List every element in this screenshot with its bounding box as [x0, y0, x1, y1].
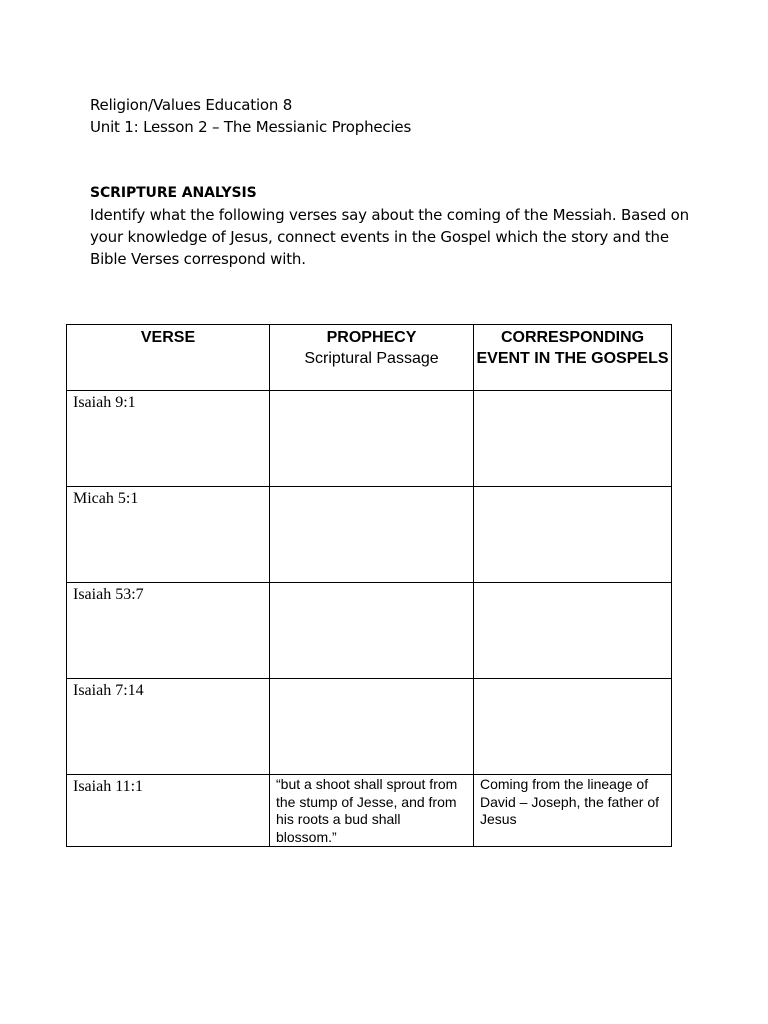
- prophecy-text: [270, 583, 473, 584]
- prophecy-text: [270, 487, 473, 488]
- verse-cell: [67, 679, 270, 775]
- prophecy-cell[interactable]: [270, 391, 474, 487]
- prophecy-cell[interactable]: [270, 583, 474, 679]
- verse-reference: Isaiah 53:7: [73, 586, 144, 603]
- document-header: [90, 94, 411, 138]
- column-title: CORRESPONDING EVENT IN THE GOSPELS: [476, 329, 669, 367]
- table-row: [67, 775, 672, 847]
- column-header-event: [474, 325, 672, 391]
- column-header-prophecy: [270, 325, 474, 391]
- event-text: [474, 679, 671, 680]
- table-row: [67, 487, 672, 583]
- column-header-verse: [67, 325, 270, 391]
- table-row: [67, 391, 672, 487]
- prophecy-text: [270, 391, 473, 392]
- verse-cell: [67, 583, 270, 679]
- table-header-row: [67, 325, 672, 391]
- event-text: Coming from the lineage of David – Joseph, the father of Jesus: [480, 776, 659, 827]
- event-cell[interactable]: [474, 775, 672, 847]
- event-cell[interactable]: [474, 391, 672, 487]
- event-text: [474, 487, 671, 488]
- prophecy-text: “but a shoot shall sprout from the stump of Jesse, and from his roots a bud shall blossom.”: [276, 776, 458, 845]
- verse-cell: [67, 487, 270, 583]
- verse-reference: Isaiah 9:1: [73, 394, 136, 411]
- prophecy-cell[interactable]: [270, 487, 474, 583]
- column-title: PROPHECY: [326, 329, 417, 346]
- event-text: [474, 583, 671, 584]
- section-heading: SCRIPTURE ANALYSIS: [90, 185, 257, 201]
- column-title: VERSE: [140, 329, 196, 346]
- event-cell[interactable]: [474, 487, 672, 583]
- verse-reference: Isaiah 11:1: [73, 778, 144, 795]
- scripture-analysis-section: [90, 182, 690, 270]
- table-row: [67, 583, 672, 679]
- table-row: [67, 679, 672, 775]
- prophecy-table: [66, 324, 672, 847]
- verse-reference: Isaiah 7:14: [73, 682, 144, 699]
- column-subtitle: Scriptural Passage: [304, 350, 439, 367]
- prophecy-text: [270, 679, 473, 680]
- event-cell[interactable]: [474, 583, 672, 679]
- event-text: [474, 391, 671, 392]
- verse-reference: Micah 5:1: [73, 490, 139, 507]
- verse-cell: [67, 775, 270, 847]
- section-instructions: Identify what the following verses say about the coming of the Messiah. Based on your knowledge of Jesus, connect events in the Gospel which the story and the Bible Verses correspond with.: [90, 206, 689, 268]
- verse-cell: [67, 391, 270, 487]
- prophecy-cell[interactable]: [270, 775, 474, 847]
- lesson-title: Unit 1: Lesson 2 – The Messianic Prophecies: [90, 118, 412, 136]
- event-cell[interactable]: [474, 679, 672, 775]
- prophecy-cell[interactable]: [270, 679, 474, 775]
- course-title: Religion/Values Education 8: [90, 96, 293, 114]
